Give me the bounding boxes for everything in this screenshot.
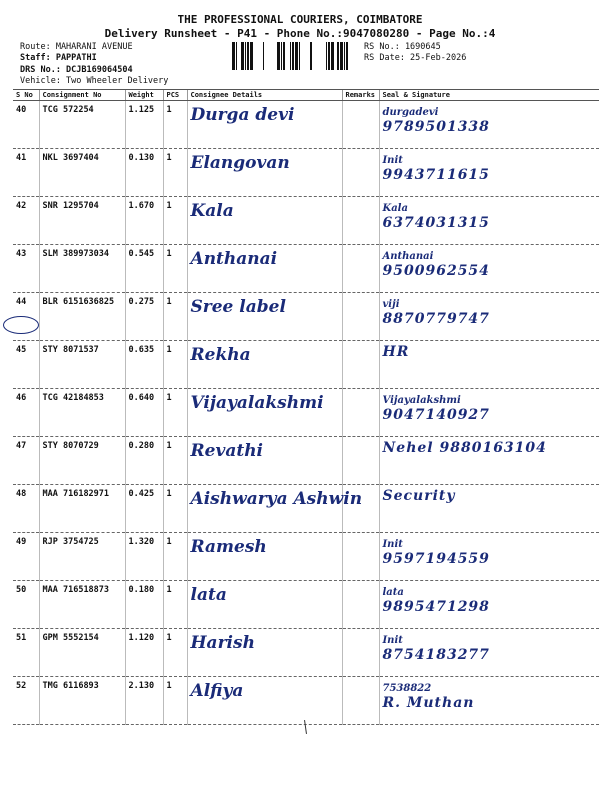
row-weight: 0.635 — [125, 341, 163, 389]
row-remarks — [342, 101, 379, 149]
rs-number: RS No.: 1690645 — [364, 42, 441, 52]
row-consignment-no: MAA 716518873 — [39, 581, 125, 629]
row-pcs: 1 — [163, 197, 187, 245]
row-weight: 0.640 — [125, 389, 163, 437]
col-weight: Weight — [125, 90, 163, 101]
row-signature — [379, 629, 599, 677]
row-consignee: Sree label — [187, 293, 342, 341]
runsheet-table — [13, 89, 599, 725]
row-sno: 46 — [13, 389, 39, 437]
row-weight: 1.120 — [125, 629, 163, 677]
row-consignment-no: TMG 6116893 — [39, 677, 125, 725]
col-consignee: Consignee Details — [187, 90, 342, 101]
row-pcs: 1 — [163, 533, 187, 581]
table-row — [13, 197, 599, 245]
row-sno: 40 — [13, 101, 39, 149]
row-consignment-no: BLR 6151636825 — [39, 293, 125, 341]
table-row — [13, 245, 599, 293]
circled-row-marker — [3, 316, 39, 334]
row-signature — [379, 341, 599, 389]
rs-date: RS Date: 25-Feb-2026 — [364, 53, 467, 63]
company-title: THE PROFESSIONAL COURIERS, COIMBATORE — [177, 13, 423, 26]
row-signature — [379, 101, 599, 149]
row-consignment-no: TCG 572254 — [39, 101, 125, 149]
row-remarks — [342, 677, 379, 725]
signature-text: Init — [382, 539, 403, 550]
col-consignment: Consignment No — [39, 90, 125, 101]
row-sno: 43 — [13, 245, 39, 293]
col-signature: Seal & Signature — [379, 90, 599, 101]
row-sno: 51 — [13, 629, 39, 677]
row-consignee: Vijayalakshmi — [187, 389, 342, 437]
signature-text: Init — [382, 635, 403, 646]
signature-phone: 9597194559 — [382, 551, 490, 567]
row-consignment-no: STY 8071537 — [39, 341, 125, 389]
row-remarks — [342, 197, 379, 245]
row-pcs: 1 — [163, 245, 187, 293]
row-pcs: 1 — [163, 293, 187, 341]
signature-phone: HR — [382, 344, 410, 360]
table-row — [13, 677, 599, 725]
row-weight: 0.425 — [125, 485, 163, 533]
row-pcs: 1 — [163, 437, 187, 485]
table-row — [13, 533, 599, 581]
table-row — [13, 389, 599, 437]
row-pcs: 1 — [163, 485, 187, 533]
signature-text: Kala — [382, 203, 408, 214]
row-signature — [379, 245, 599, 293]
signature-text: Vijayalakshmi — [382, 395, 461, 406]
signature-phone: 9789501338 — [382, 119, 490, 135]
table-row — [13, 293, 599, 341]
row-pcs: 1 — [163, 149, 187, 197]
row-consignment-no: TCG 42184853 — [39, 389, 125, 437]
row-consignment-no: MAA 716182971 — [39, 485, 125, 533]
row-sno: 50 — [13, 581, 39, 629]
table-row — [13, 149, 599, 197]
row-signature — [379, 485, 599, 533]
row-consignment-no: SNR 1295704 — [39, 197, 125, 245]
row-sno: 44 — [13, 293, 39, 341]
row-pcs: 1 — [163, 101, 187, 149]
table-row — [13, 437, 599, 485]
table-row — [13, 485, 599, 533]
row-weight: 0.130 — [125, 149, 163, 197]
signature-phone: Nehel 9880163104 — [382, 440, 547, 456]
row-weight: 0.275 — [125, 293, 163, 341]
row-signature — [379, 149, 599, 197]
signature-phone: 9943711615 — [382, 167, 490, 183]
row-signature — [379, 437, 599, 485]
col-remarks: Remarks — [342, 90, 379, 101]
signature-text: viji — [382, 299, 400, 310]
drs-label: DRS No.: DCJB169064504 — [20, 65, 133, 75]
row-remarks — [342, 437, 379, 485]
signature-phone: 9500962554 — [382, 263, 490, 279]
row-pcs: 1 — [163, 629, 187, 677]
row-sno: 52 — [13, 677, 39, 725]
row-consignee: Alfiya — [187, 677, 342, 725]
row-consignee: Rekha — [187, 341, 342, 389]
table-row — [13, 629, 599, 677]
signature-phone: 8870779747 — [382, 311, 490, 327]
row-sno: 49 — [13, 533, 39, 581]
row-signature — [379, 293, 599, 341]
row-signature — [379, 581, 599, 629]
row-pcs: 1 — [163, 581, 187, 629]
staff-label: Staff: PAPPATHI — [20, 53, 97, 63]
signature-text: Anthanai — [382, 251, 434, 262]
row-weight: 2.130 — [125, 677, 163, 725]
row-consignee: Durga devi — [187, 101, 342, 149]
signature-text: lata — [382, 587, 404, 598]
row-weight: 1.320 — [125, 533, 163, 581]
row-weight: 0.280 — [125, 437, 163, 485]
row-consignee: Anthanai — [187, 245, 342, 293]
signature-text: Init — [382, 155, 403, 166]
row-consignment-no: GPM 5552154 — [39, 629, 125, 677]
signature-phone: Security — [382, 488, 456, 504]
row-consignee: Aishwarya Ashwin — [187, 485, 342, 533]
row-remarks — [342, 341, 379, 389]
barcode — [232, 42, 360, 70]
row-consignee: lata — [187, 581, 342, 629]
row-consignment-no: NKL 3697404 — [39, 149, 125, 197]
route-label: Route: MAHARANI AVENUE — [20, 42, 133, 52]
row-signature — [379, 197, 599, 245]
row-remarks — [342, 293, 379, 341]
row-consignee: Revathi — [187, 437, 342, 485]
vehicle-label: Vehicle: Two Wheeler Delivery — [20, 76, 169, 86]
row-pcs: 1 — [163, 341, 187, 389]
row-consignment-no: RJP 3754725 — [39, 533, 125, 581]
row-consignee: Harish — [187, 629, 342, 677]
table-row — [13, 581, 599, 629]
row-weight: 0.180 — [125, 581, 163, 629]
signature-text: durgadevi — [382, 107, 439, 118]
signature-phone: 8754183277 — [382, 647, 490, 663]
row-weight: 0.545 — [125, 245, 163, 293]
row-remarks — [342, 389, 379, 437]
table-row — [13, 341, 599, 389]
row-sno: 47 — [13, 437, 39, 485]
row-sno: 42 — [13, 197, 39, 245]
runsheet-subtitle: Delivery Runsheet - P41 - Phone No.:9047080280 - Page No.:4 — [104, 27, 496, 40]
table-row — [13, 101, 599, 149]
signature-phone: 6374031315 — [382, 215, 490, 231]
row-remarks — [342, 245, 379, 293]
row-sno: 41 — [13, 149, 39, 197]
row-consignment-no: SLM 389973034 — [39, 245, 125, 293]
row-pcs: 1 — [163, 389, 187, 437]
row-signature — [379, 677, 599, 725]
signature-phone: R. Muthan — [382, 695, 475, 711]
row-weight: 1.125 — [125, 101, 163, 149]
row-remarks — [342, 533, 379, 581]
row-remarks — [342, 581, 379, 629]
signature-text: 7538822 — [382, 683, 432, 694]
signature-phone: 9895471298 — [382, 599, 490, 615]
row-remarks — [342, 149, 379, 197]
row-consignment-no: STY 8070729 — [39, 437, 125, 485]
row-pcs: 1 — [163, 677, 187, 725]
row-consignee: Elangovan — [187, 149, 342, 197]
row-remarks — [342, 629, 379, 677]
col-sno: S No — [13, 90, 39, 101]
table-header-row — [13, 90, 599, 101]
row-signature — [379, 533, 599, 581]
row-weight: 1.670 — [125, 197, 163, 245]
row-sno: 45 — [13, 341, 39, 389]
signature-phone: 9047140927 — [382, 407, 490, 423]
row-signature — [379, 389, 599, 437]
row-sno: 48 — [13, 485, 39, 533]
col-pcs: PCS — [163, 90, 187, 101]
row-consignee: Kala — [187, 197, 342, 245]
row-consignee: Ramesh — [187, 533, 342, 581]
